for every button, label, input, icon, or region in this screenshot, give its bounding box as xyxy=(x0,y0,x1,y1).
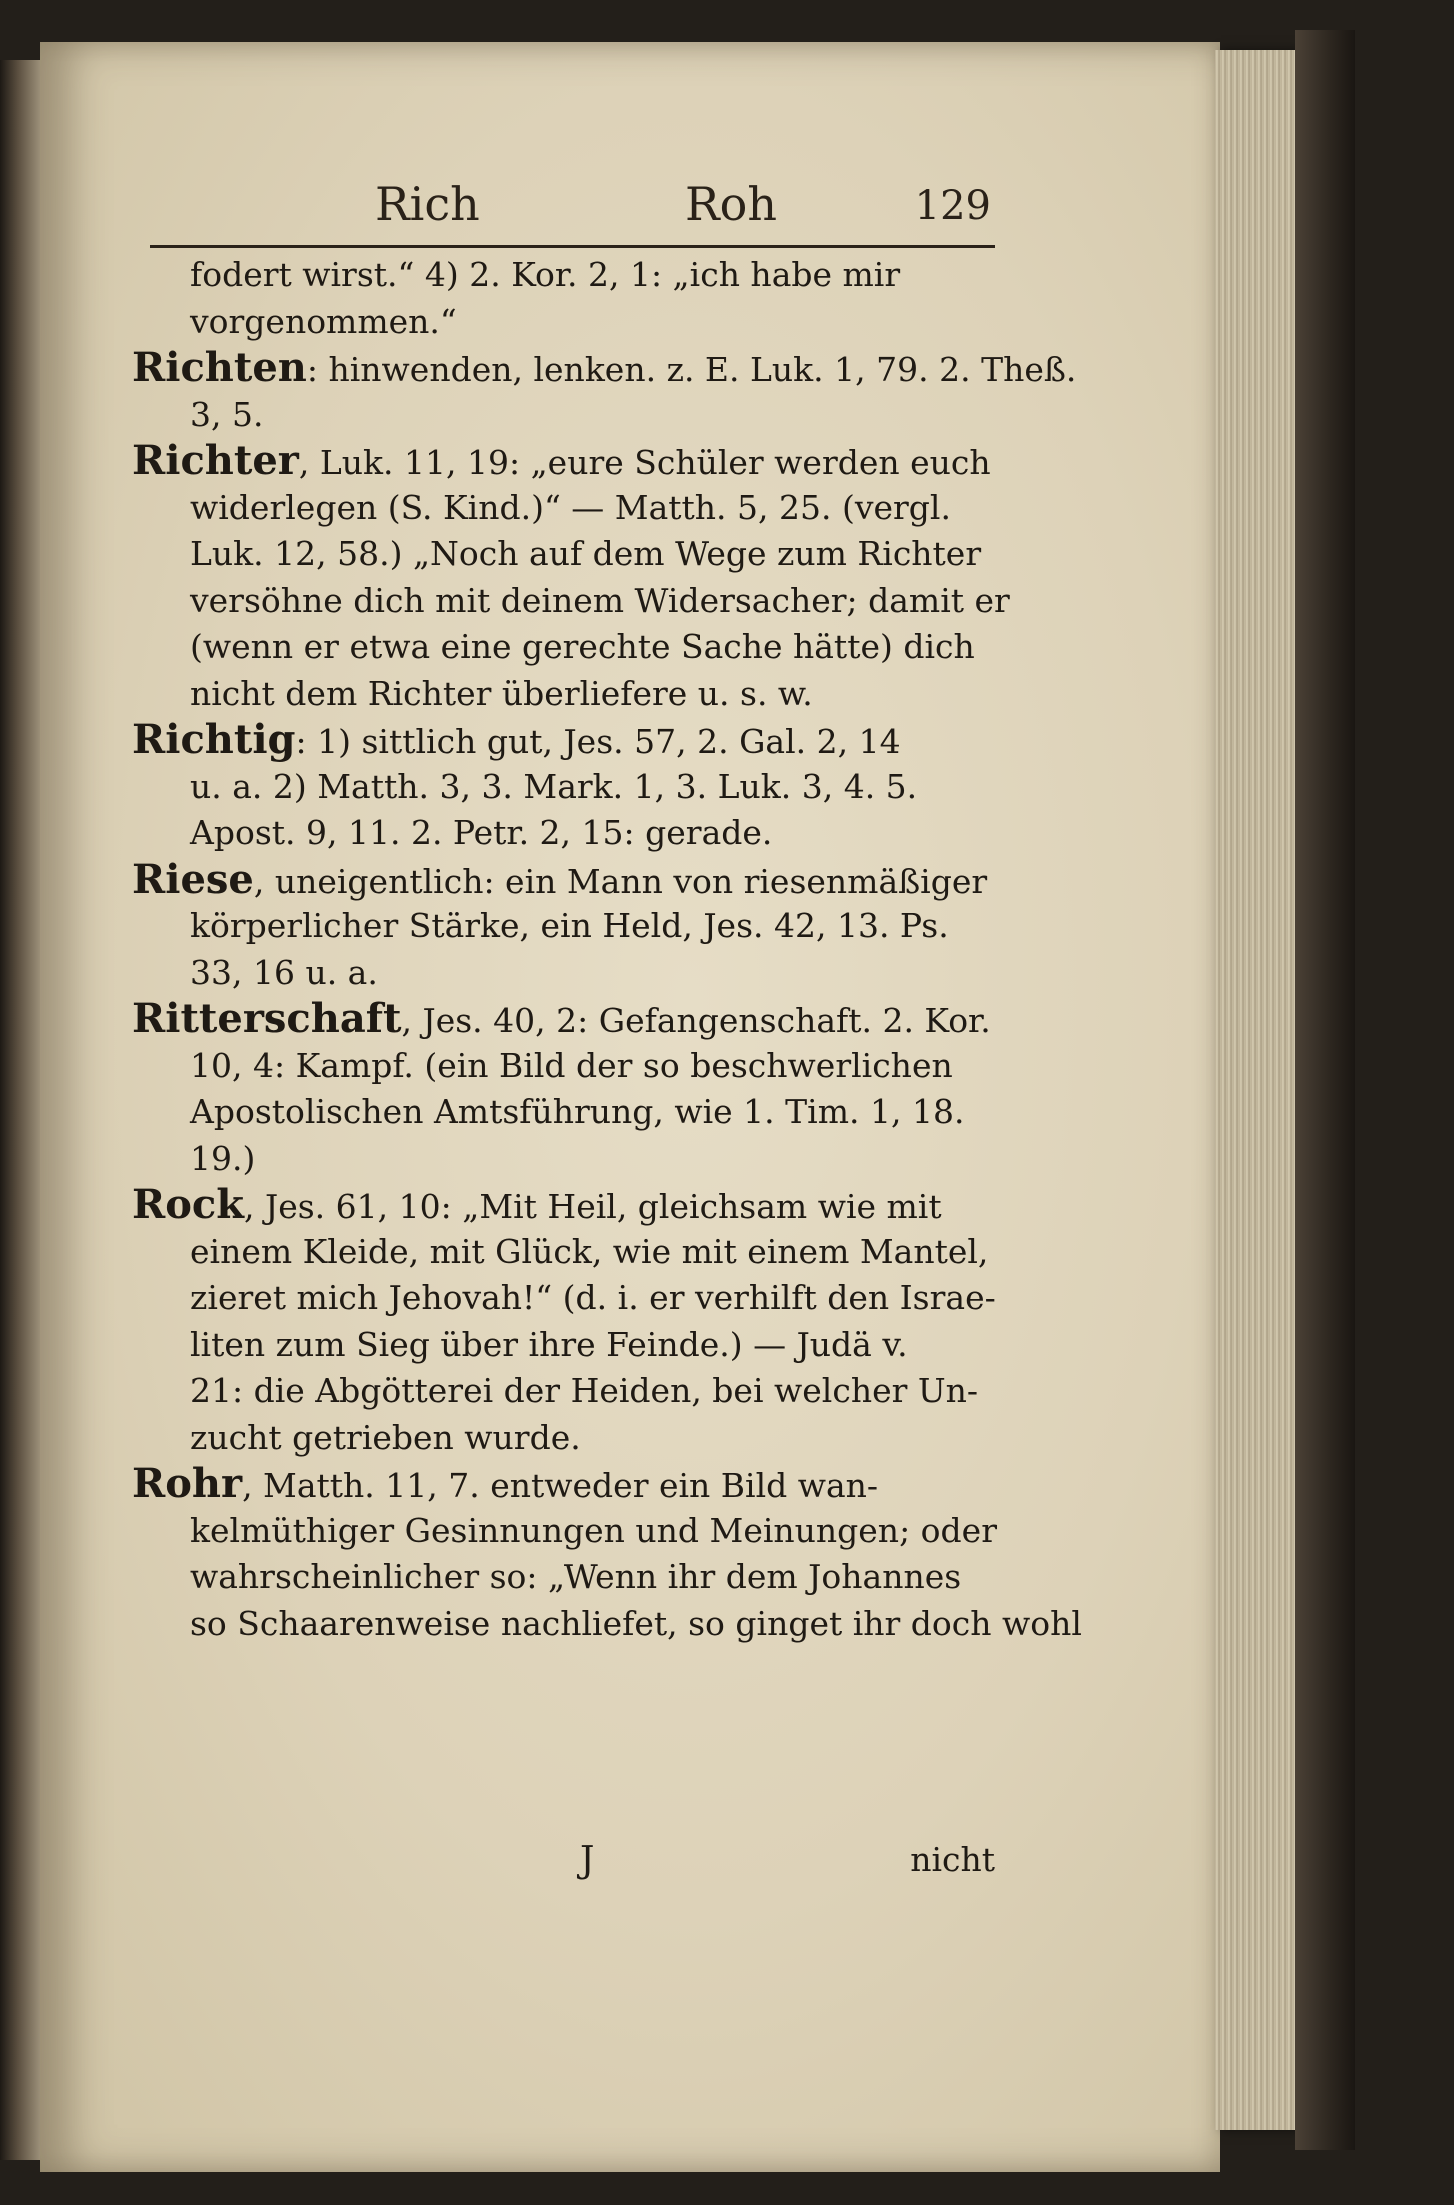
entry-text: zieret mich Jehovah!“ (d. i. er verhilft den Israe- xyxy=(190,1278,996,1317)
entry-text: wahrscheinlicher so: „Wenn ihr dem Johannes xyxy=(190,1557,962,1596)
text-line xyxy=(132,1089,1002,1136)
text-line xyxy=(132,1415,1002,1462)
text-line xyxy=(132,857,1002,904)
entry-text: , Luk. 11, 19: „eure Schüler werden euch xyxy=(298,443,991,482)
entry-lemma: Riese xyxy=(132,855,254,903)
header-right-catchword: Roh xyxy=(685,177,777,231)
entry-text: 21: die Abgötterei der Heiden, bei welcher Un- xyxy=(190,1371,979,1410)
text-line xyxy=(132,485,1002,532)
text-line xyxy=(132,1368,1002,1415)
text-line xyxy=(132,810,1002,857)
text-line xyxy=(132,1554,1002,1601)
dictionary-text xyxy=(132,252,1082,1647)
entry-lemma: Richten xyxy=(132,344,307,391)
entry-lemma: Richter xyxy=(132,437,299,484)
text-line xyxy=(132,996,1002,1043)
entry-text: , uneigentlich: ein Mann von riesenmäßiger xyxy=(253,861,988,901)
entry-lemma: Rohr xyxy=(132,1460,243,1507)
header-left-catchword: Rich xyxy=(375,177,480,231)
text-line xyxy=(132,299,1002,346)
entry-lemma: Richtig xyxy=(132,716,296,763)
running-header xyxy=(150,165,995,248)
text-line xyxy=(132,252,1002,299)
text-line xyxy=(132,1043,1002,1090)
text-line xyxy=(132,717,1002,764)
text-line xyxy=(132,344,1077,392)
left-page-edge xyxy=(0,60,44,2160)
entry-text: widerlegen (S. Kind.)“ — Matth. 5, 25. (vergl. xyxy=(190,487,951,527)
entry-text: so Schaarenweise nachliefet, so ginget ihr doch wohl xyxy=(190,1603,1082,1643)
page-number: 129 xyxy=(914,183,991,229)
text-line xyxy=(132,531,1002,578)
text-line xyxy=(132,1136,1002,1183)
text-line xyxy=(132,624,1002,671)
entry-text: Apost. 9, 11. 2. Petr. 2, 15: gerade. xyxy=(190,813,773,852)
entry-text: 19.) xyxy=(190,1138,256,1178)
text-line xyxy=(132,1461,1002,1508)
entry-text: liten zum Sieg über ihre Feinde.) — Judä v. xyxy=(190,1324,908,1364)
entry-text: fodert wirst.“ 4) 2. Kor. 2, 1: „ich habe mir xyxy=(190,255,901,294)
page-footer xyxy=(150,1840,995,1890)
entry-text: 3, 5. xyxy=(190,394,264,434)
entry-text: 10, 4: Kampf. (ein Bild der so beschwerlichen xyxy=(190,1045,953,1085)
entry-text: einem Kleide, mit Glück, wie mit einem Mantel, xyxy=(190,1231,989,1271)
text-line xyxy=(132,671,1002,718)
text-line xyxy=(132,1322,1002,1369)
entry-text: Luk. 12, 58.) „Noch auf dem Wege zum Richter xyxy=(190,534,982,573)
signature-mark: J xyxy=(580,1840,595,1881)
entry-text: 33, 16 u. a. xyxy=(190,952,378,992)
text-line xyxy=(132,950,1002,997)
entry-text: u. a. 2) Matth. 3, 3. Mark. 1, 3. Luk. 3, 4. 5. xyxy=(190,766,918,806)
entry-text: Apostolischen Amtsführung, wie 1. Tim. 1, 18. xyxy=(190,1092,965,1131)
text-line xyxy=(132,392,1002,439)
text-line xyxy=(132,764,1002,811)
entry-text: , Jes. 40, 2: Gefangenschaft. 2. Kor. xyxy=(401,1001,991,1040)
entry-text: körperlicher Stärke, ein Held, Jes. 42, 13. Ps. xyxy=(190,906,949,945)
text-line xyxy=(132,903,1002,950)
entry-text: , Jes. 61, 10: „Mit Heil, gleichsam wie mit xyxy=(244,1187,942,1226)
entry-text: : 1) sittlich gut, Jes. 57, 2. Gal. 2, 14 xyxy=(295,722,901,761)
entry-text: , Matth. 11, 7. entweder ein Bild wan- xyxy=(242,1466,879,1505)
catchword: nicht xyxy=(910,1840,995,1879)
entry-lemma: Ritterschaft xyxy=(132,995,402,1042)
entry-text: (wenn er etwa eine gerechte Sache hätte) dich xyxy=(190,627,975,666)
entry-text: vorgenommen.“ xyxy=(190,301,457,341)
entry-text: kelmüthiger Gesinnungen und Meinungen; oder xyxy=(190,1510,997,1550)
text-line xyxy=(132,1275,1002,1322)
entry-text: zucht getrieben wurde. xyxy=(190,1417,581,1457)
page-block-edges xyxy=(1215,50,1295,2130)
entry-text: nicht dem Richter überliefere u. s. w. xyxy=(190,673,813,713)
text-line xyxy=(132,438,1002,485)
entry-lemma: Rock xyxy=(132,1181,244,1228)
book-cover-edge xyxy=(1295,30,1355,2150)
entry-text: versöhne dich mit deinem Widersacher; damit er xyxy=(190,580,1010,620)
text-line xyxy=(132,1508,1002,1555)
text-line xyxy=(132,578,1010,625)
text-line xyxy=(132,1229,1002,1276)
text-line xyxy=(132,1182,1002,1229)
entry-text: : hinwenden, lenken. z. E. Luk. 1, 79. 2. Theß. xyxy=(306,350,1077,389)
text-line xyxy=(132,1601,1082,1648)
